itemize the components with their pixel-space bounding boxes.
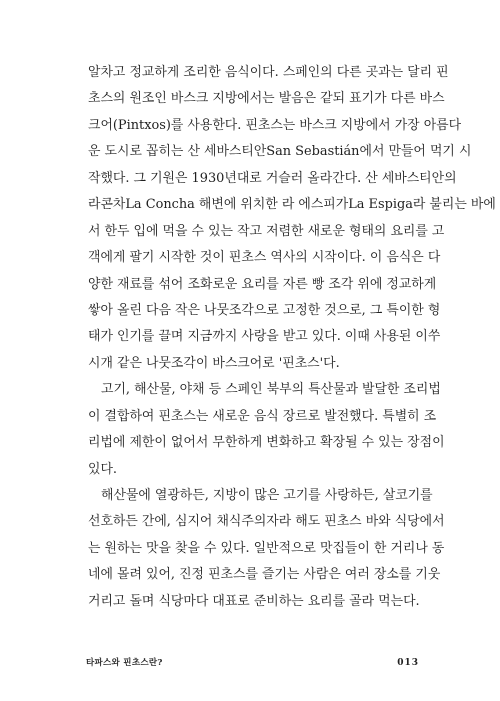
paragraph-2 (88, 377, 445, 483)
body-line: 쌓아 올린 다음 작은 나뭇조각으로 고정한 것으로, 그 특이한 형 (88, 302, 441, 318)
body-line: 알차고 정교하게 조리한 음식이다. 스페인의 다른 곳과는 달리 핀 (88, 65, 449, 80)
body-line: 고기, 해산물, 야채 등 스페인 북부의 특산물과 발달한 조리법 (101, 382, 441, 398)
page-number: 013 (397, 658, 419, 668)
body-line: 태가 인기를 끌며 지금까지 사랑을 받고 있다. 이때 사용된 이쑤 (88, 329, 441, 345)
body-line: 작했다. 그 기원은 1930년대로 거슬러 올라간다. 산 세바스티안의 (88, 170, 457, 186)
body-line: 네에 몰려 있어, 진정 핀초스를 즐기는 사람은 여러 장소를 기웃 (88, 567, 441, 583)
paragraph-1 (88, 60, 496, 377)
paragraph-3 (88, 483, 445, 615)
body-line: 선호하든 간에, 심지어 채식주의자라 해도 핀초스 바와 식당에서 (88, 514, 445, 530)
body-line: 운 도시로 꼽히는 산 세바스티안San Sebastián에서 만들어 먹기 시 (88, 144, 472, 160)
body-line: 시개 같은 나뭇조각이 바스크어로 '핀초스'다. (88, 355, 340, 371)
body-line: 리법에 제한이 없어서 무한하게 변화하고 확장될 수 있는 장점이 (88, 435, 445, 451)
body-line: 해산물에 열광하든, 지방이 많은 고기를 사랑하든, 살코기를 (101, 488, 433, 503)
body-line: 양한 재료를 섞어 조화로운 요리를 자른 빵 조각 위에 정교하게 (88, 276, 437, 292)
running-title: 타파스와 핀초스란? (86, 658, 163, 668)
body-line: 서 한두 입에 먹을 수 있는 작고 저렴한 새로운 형태의 요리를 고 (88, 223, 445, 239)
body-line: 크어(Pintxos)를 사용한다. 핀초스는 바스크 지방에서 가장 아름다 (88, 117, 462, 133)
body-line: 이 결합하여 핀초스는 새로운 음식 장르로 발전했다. 특별히 조 (88, 408, 437, 424)
body-line: 초스의 원조인 바스크 지방에서는 발음은 같되 표기가 다른 바스 (88, 91, 445, 107)
body-line: 라콘차La Concha 해변에 위치한 라 에스피가La Espiga라 불리는 바에 (88, 197, 496, 213)
body-line: 는 원하는 맛을 찾을 수 있다. 일반적으로 맛집들이 한 거리나 동 (88, 540, 445, 556)
page-body (88, 60, 496, 615)
body-line: 객에게 팔기 시작한 것이 핀초스 역사의 시작이다. 이 음식은 다 (88, 250, 441, 266)
body-line: 있다. (88, 461, 118, 477)
body-line: 거리고 돌며 식당마다 대표로 준비하는 요리를 골라 먹는다. (88, 593, 420, 609)
